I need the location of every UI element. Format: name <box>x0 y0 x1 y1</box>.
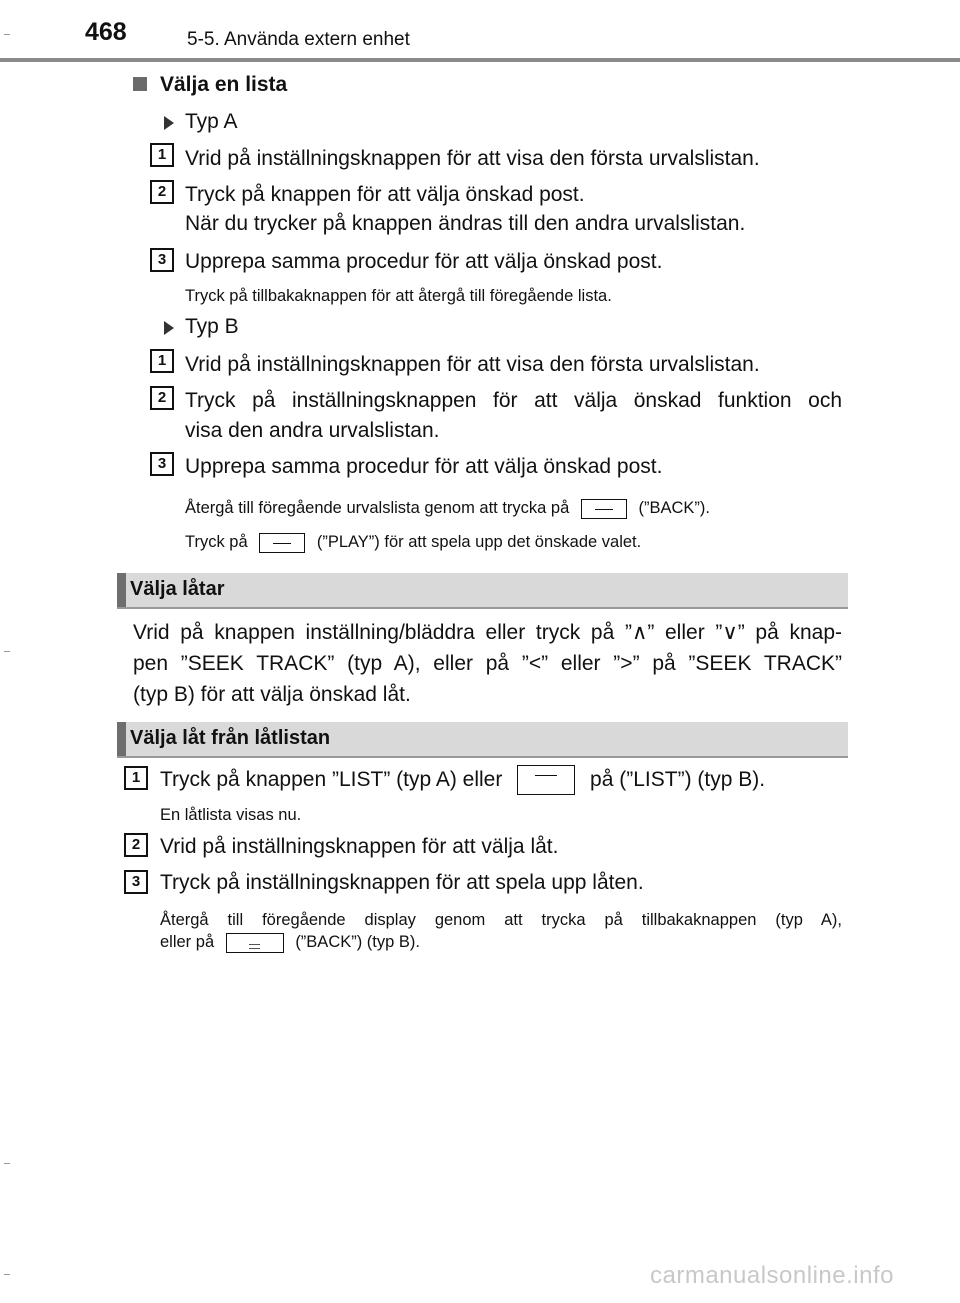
crop-mark <box>4 1274 10 1275</box>
step-number: 3 <box>124 870 148 894</box>
step-text-continued: visa den andra urvalslistan. <box>185 419 440 442</box>
section-title: Välja låtar <box>130 578 225 600</box>
step-number: 2 <box>150 180 174 204</box>
watermark: carmanualsonline.info <box>650 1262 894 1289</box>
note-play <box>185 532 641 553</box>
subheading-valja-lista: Välja en lista <box>160 73 288 96</box>
back-button-icon <box>581 499 627 519</box>
play-button-icon <box>259 533 305 553</box>
step-text-continued: När du trycker på knappen ändras till den andra urvalslistan. <box>185 212 746 235</box>
crop-mark <box>4 1163 10 1164</box>
note-back <box>185 498 710 519</box>
note-text: eller på <box>160 933 215 951</box>
paragraph-line: pen ”SEEK TRACK” (typ A), eller på ”<” eller ”>” på ”SEEK TRACK” <box>133 652 842 675</box>
step-number: 1 <box>124 766 148 790</box>
triangle-bullet-icon <box>164 116 174 130</box>
step-number: 2 <box>124 833 148 857</box>
note-text: Tryck på <box>185 533 248 551</box>
chapter-title: 5-5. Använda extern enhet <box>187 29 410 50</box>
note-text: Återgå till föregående display genom att trycka på tillbakaknappen (typ A), <box>160 911 842 929</box>
section-accent <box>117 722 126 756</box>
paragraph-line: (typ B) för att välja önskad låt. <box>133 683 411 706</box>
step-number: 1 <box>150 349 174 373</box>
step-number: 3 <box>150 248 174 272</box>
step-text: Tryck på inställningsknappen för att välja önskad funktion och <box>185 389 842 412</box>
section-title: Välja låt från låtlistan <box>130 727 331 749</box>
section-header-valja-latar <box>117 573 848 609</box>
note-text: Återgå till föregående urvalslista genom att trycka på <box>185 499 570 517</box>
page-number: 468 <box>85 18 127 46</box>
step-number: 3 <box>150 452 174 476</box>
note-back-typ-b <box>160 932 420 953</box>
section-header-valja-lat-fran-latlistan <box>117 722 848 758</box>
type-a-label: Typ A <box>185 110 238 133</box>
step-text: Vrid på inställningsknappen för att visa den första urvalslistan. <box>185 353 760 376</box>
square-bullet-icon <box>133 77 147 91</box>
step-text: på (”LIST”) (typ B). <box>590 768 766 791</box>
paragraph-line: Vrid på knappen inställning/bläddra eller tryck på ”∧” eller ”∨” på knap- <box>133 621 842 644</box>
note-text: Tryck på tillbakaknappen för att återgå till föregående lista. <box>185 287 612 305</box>
note-text: (”PLAY”) för att spela upp det önskade valet. <box>316 533 642 551</box>
paragraph-valja-latar <box>133 617 842 710</box>
step-text: Tryck på inställningsknappen för att spela upp låten. <box>160 871 644 894</box>
step-number: 2 <box>150 386 174 410</box>
step-text: Tryck på knappen ”LIST” (typ A) eller <box>160 768 503 791</box>
section-accent <box>117 573 126 607</box>
triangle-bullet-icon <box>164 321 174 335</box>
step-number: 1 <box>150 143 174 167</box>
crop-mark <box>4 34 10 35</box>
step-text: Vrid på inställningsknappen för att visa den första urvalslistan. <box>185 147 760 170</box>
crop-mark <box>4 651 10 652</box>
note-text: (”BACK”) (typ B). <box>295 933 420 951</box>
step-list <box>160 764 765 795</box>
step-text: Upprepa samma procedur för att välja önskad post. <box>185 250 663 273</box>
type-b-label: Typ B <box>185 315 239 338</box>
step-text: Upprepa samma procedur för att välja önskad post. <box>185 455 663 478</box>
note-text: En låtlista visas nu. <box>160 806 302 824</box>
back-button-icon <box>226 933 284 953</box>
step-text: Vrid på inställningsknappen för att välja låt. <box>160 835 559 858</box>
header-rule <box>0 58 960 62</box>
step-text: Tryck på knappen för att välja önskad post. <box>185 183 585 206</box>
list-button-icon <box>517 765 575 795</box>
note-text: (”BACK”). <box>638 499 710 517</box>
